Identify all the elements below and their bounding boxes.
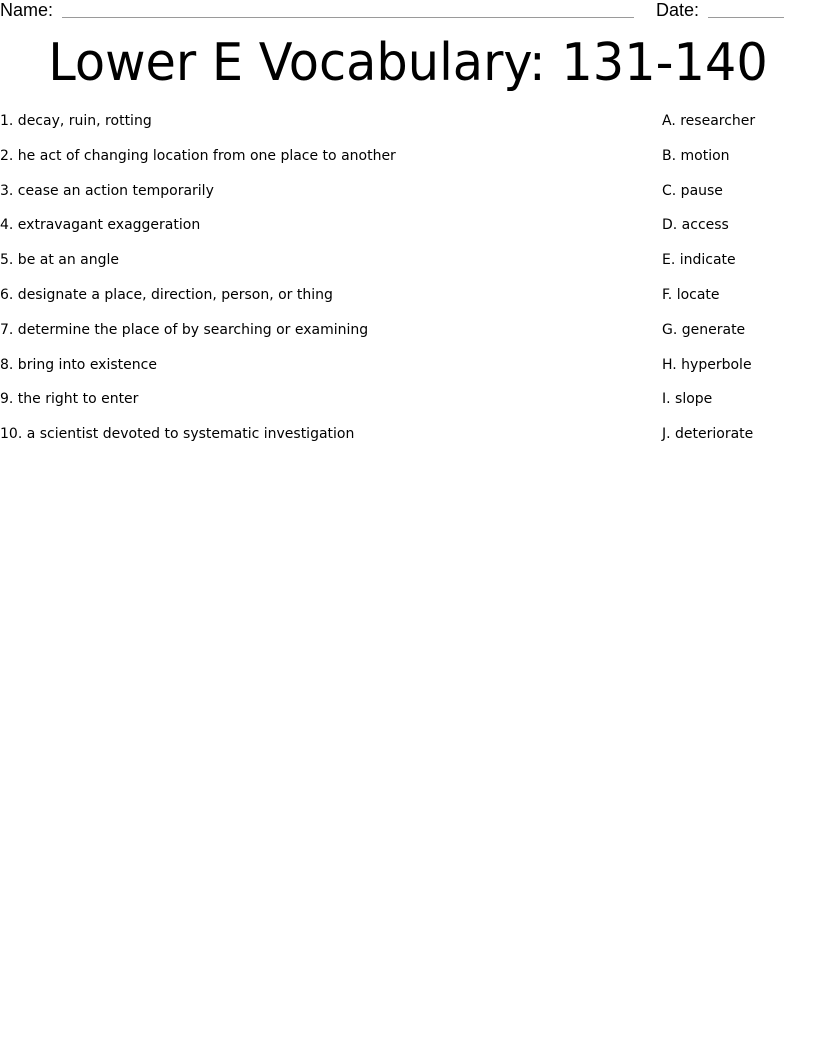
clue-item: 3. cease an action temporarily <box>0 182 214 199</box>
date-label: Date: <box>656 0 700 20</box>
clue-item: 10. a scientist devoted to systematic investigation <box>0 426 355 443</box>
answer-item: B. motion <box>662 147 730 164</box>
name-blank-line[interactable] <box>62 17 634 18</box>
answer-item: G. generate <box>662 321 746 338</box>
answer-item: E. indicate <box>662 252 736 269</box>
answer-item: I. slope <box>662 391 713 408</box>
name-label: Name: <box>0 0 54 20</box>
answer-item: A. researcher <box>662 113 756 129</box>
worksheet-header <box>0 0 816 22</box>
clue-item: 6. designate a place, direction, person, or thing <box>0 286 333 303</box>
page-title: Lower E Vocabulary: 131-140 <box>48 33 768 93</box>
clue-item: 1. decay, ruin, rotting <box>0 113 152 129</box>
clue-item: 9. the right to enter <box>0 391 139 408</box>
answer-list <box>662 111 812 459</box>
clue-item: 2. he act of changing location from one place to another <box>0 147 396 164</box>
clue-item: 7. determine the place of by searching or examining <box>0 321 369 338</box>
answer-item: J. deteriorate <box>662 426 754 443</box>
answer-item: D. access <box>662 217 729 234</box>
clue-item: 4. extravagant exaggeration <box>0 217 201 234</box>
clue-item: 5. be at an angle <box>0 252 120 269</box>
answer-item: C. pause <box>662 182 723 199</box>
date-blank-line[interactable] <box>708 17 784 18</box>
answer-item: H. hyperbole <box>662 356 752 373</box>
answer-item: F. locate <box>662 286 720 303</box>
clue-list <box>0 111 620 459</box>
clue-item: 8. bring into existence <box>0 356 157 373</box>
